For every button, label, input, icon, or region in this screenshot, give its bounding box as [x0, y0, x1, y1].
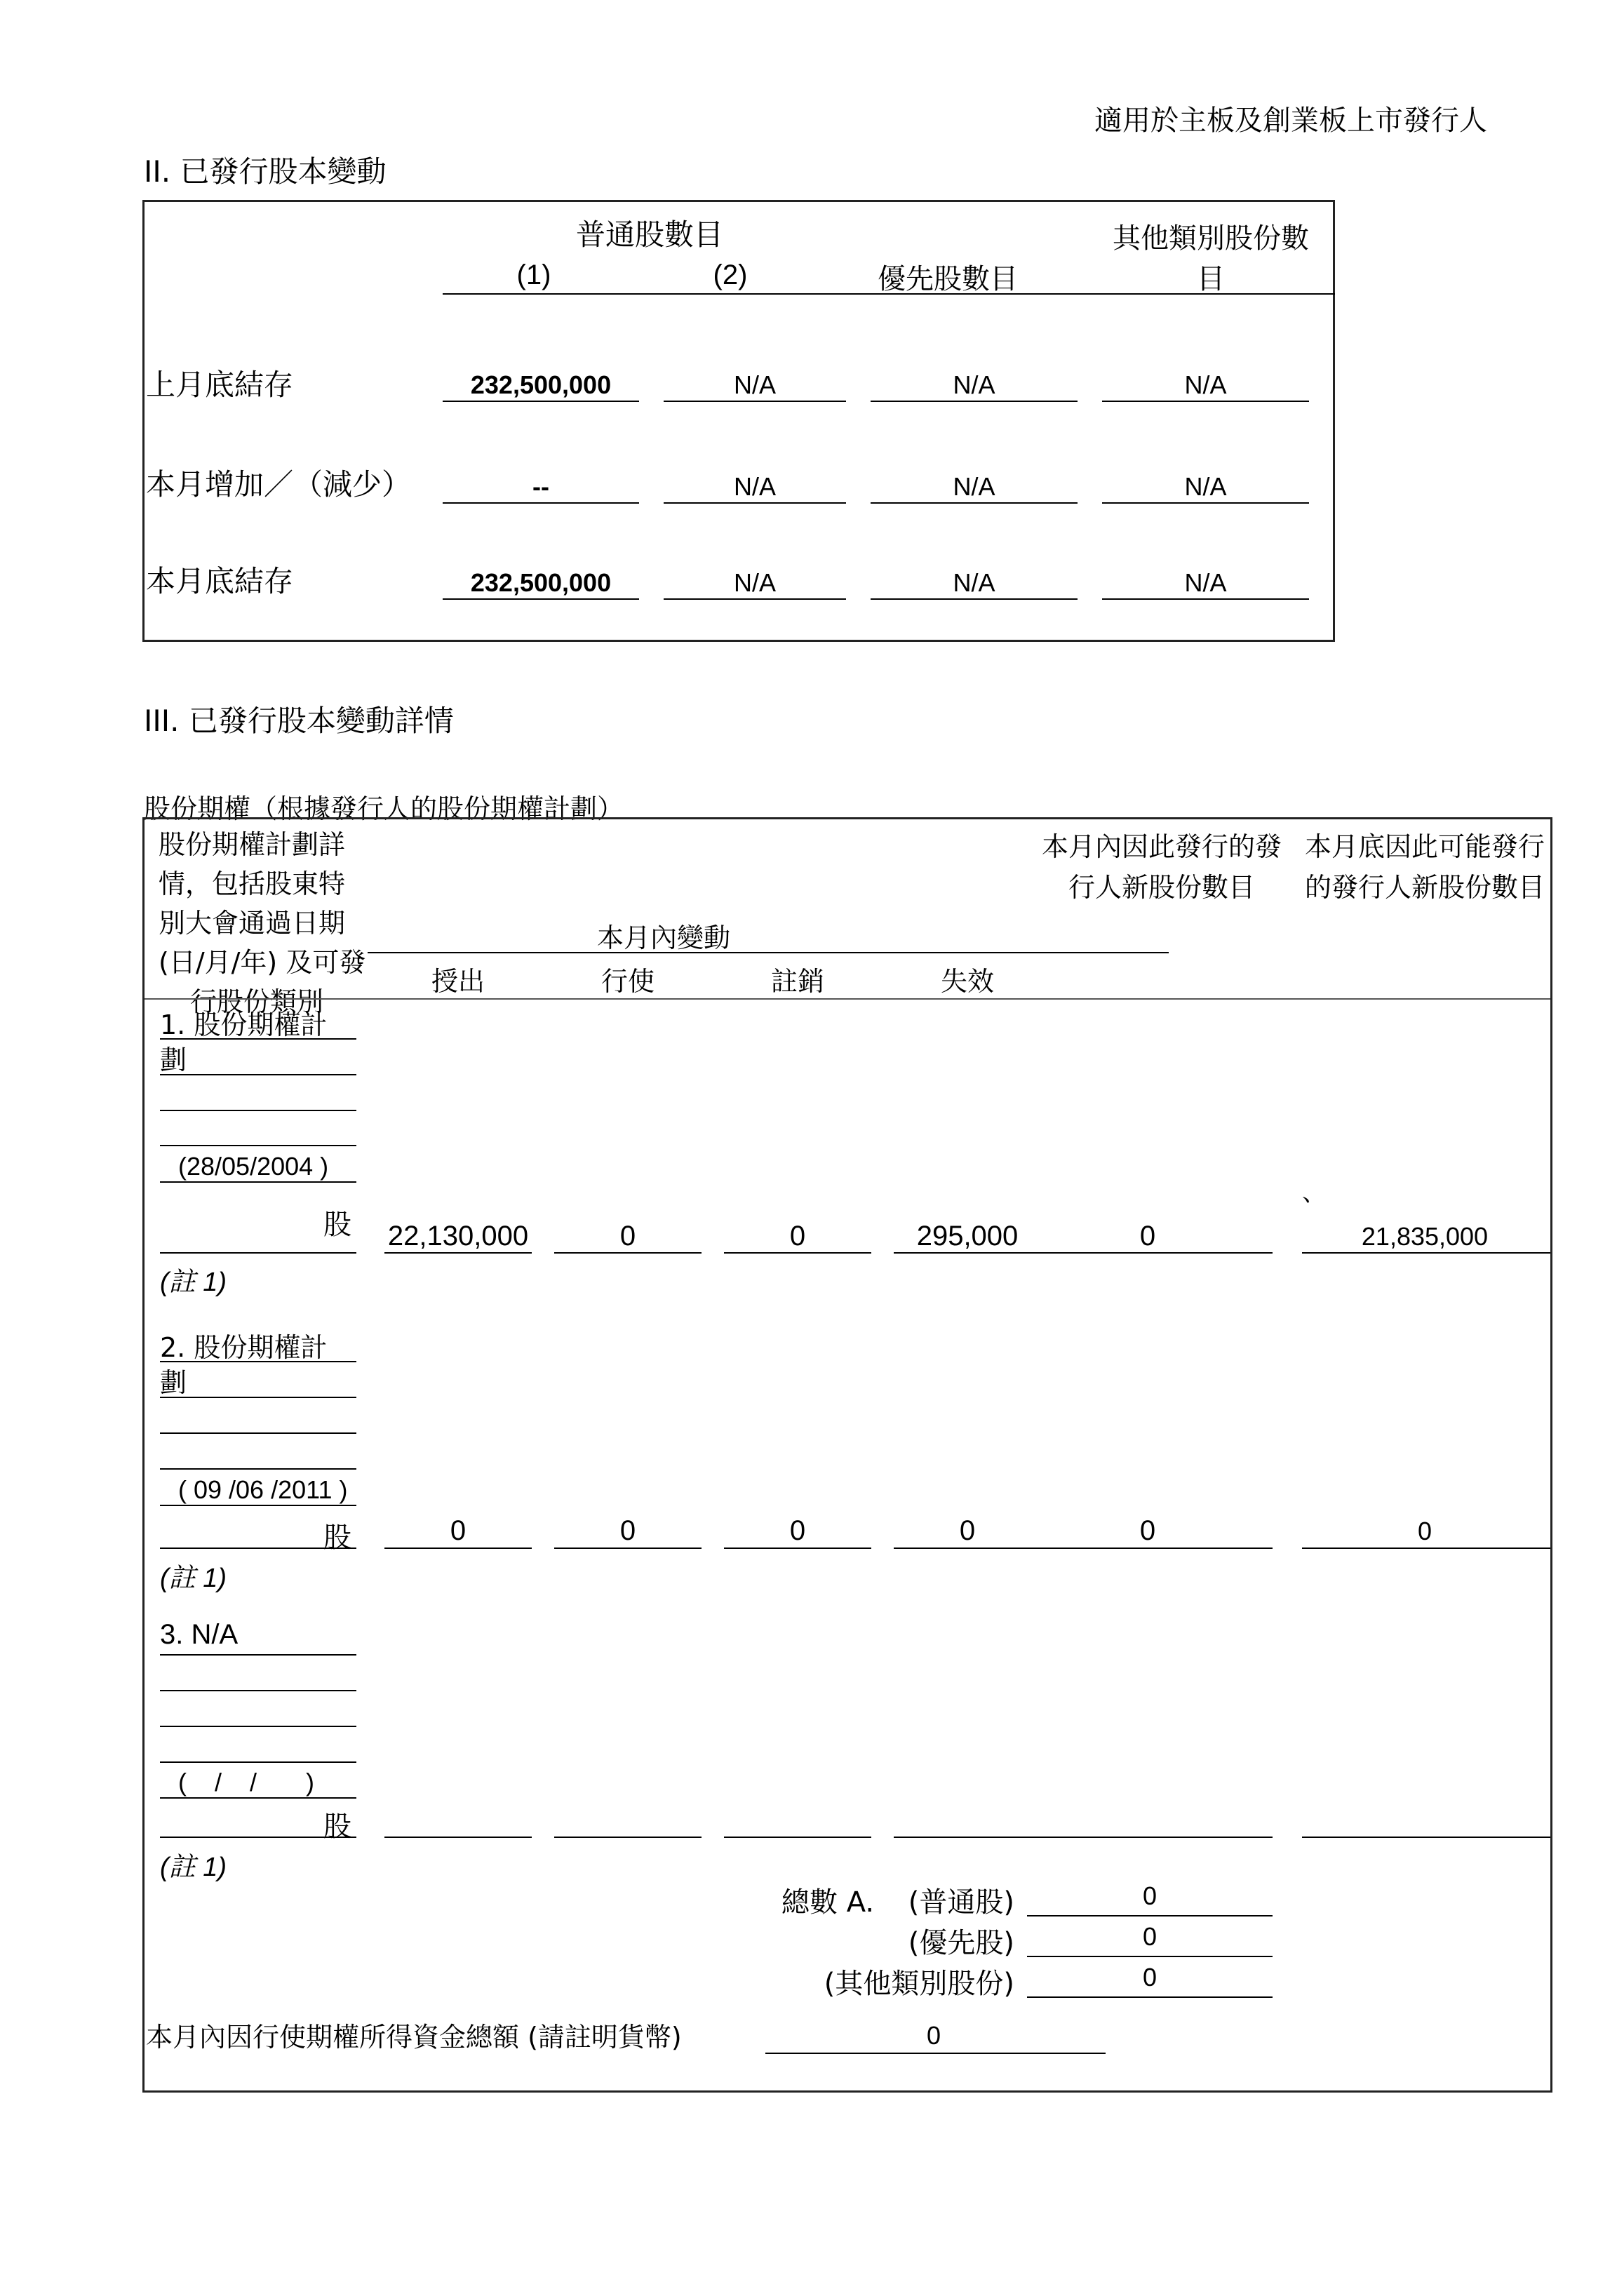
change-preference: N/A: [953, 472, 995, 501]
scheme-2-issuable: 0: [1417, 1517, 1432, 1545]
share-option-table: [142, 817, 1552, 2093]
scheme-1-date: (28/05/2004 ): [178, 1152, 329, 1181]
scheme-1-granted: 22,130,000: [387, 1221, 529, 1251]
hdr-new-shares-issuable: 本月底因此可能發行 的發行人新股份數目: [1304, 831, 1545, 903]
total-preference-value: 0: [1142, 1922, 1157, 1951]
scheme-3-date: ( / / ): [178, 1768, 315, 1797]
scheme-1-share-unit: 股: [323, 1209, 351, 1241]
col-ordinary-1-header: (1): [516, 260, 551, 290]
hdr-lapsed: 失效: [940, 966, 994, 997]
scheme-2-granted: 0: [450, 1515, 467, 1546]
scheme-2-lapsed: 0: [959, 1515, 976, 1546]
change-ordinary1: --: [532, 472, 549, 501]
total-other-label: (其他類別股份): [824, 1968, 1014, 2000]
col-ordinary-2-header: (2): [713, 260, 748, 290]
scheme-2-issued: 0: [1139, 1515, 1156, 1546]
col-ordinary-header: 普通股數目: [576, 217, 724, 252]
section3-title: III. 已發行股本變動詳情: [144, 704, 454, 738]
opening-ordinary2: N/A: [733, 370, 776, 399]
row-closing-balance-label: 本月底結存: [146, 564, 294, 598]
scheme-2-note: (註 1): [160, 1564, 227, 1593]
scheme-1-title: 1. 股份期權計: [160, 1009, 328, 1040]
hdr-granted: 授出: [431, 966, 485, 997]
scheme-2-title-cont: 劃: [160, 1367, 187, 1398]
opening-preference: N/A: [953, 370, 995, 399]
scheme-2-date: ( 09 /06 /2011 ): [178, 1475, 348, 1504]
change-ordinary2: N/A: [733, 472, 776, 501]
row-increase-decrease-label: 本月增加／（減少）: [146, 467, 412, 502]
section2-table: [142, 200, 1335, 642]
scheme-2-cancelled: 0: [789, 1515, 806, 1546]
scheme-1-exercised: 0: [619, 1221, 636, 1251]
total-a-label: 總數 A.: [781, 1886, 875, 1919]
total-ordinary-label: (普通股): [908, 1886, 1014, 1919]
closing-ordinary2: N/A: [733, 568, 776, 597]
opening-other: N/A: [1184, 370, 1227, 399]
total-preference-label: (優先股): [908, 1927, 1014, 1959]
opening-ordinary1: 232,500,000: [470, 370, 612, 399]
hdr-cancelled: 註銷: [770, 966, 824, 997]
scheme-1-note: (註 1): [160, 1268, 227, 1297]
scheme-1-cancelled: 0: [789, 1221, 806, 1251]
change-other: N/A: [1184, 472, 1227, 501]
scheme-2-exercised: 0: [619, 1515, 636, 1546]
hdr-exercised: 行使: [600, 966, 655, 997]
hdr-movement: 本月內變動: [596, 922, 730, 953]
scheme-2-title: 2. 股份期權計: [160, 1332, 328, 1363]
closing-preference: N/A: [953, 568, 995, 597]
col-other-header-line1: 其他類別股份數: [1113, 222, 1309, 255]
funds-raised-value: 0: [926, 2021, 941, 2050]
col-other-header-line2: 目: [1197, 263, 1225, 295]
scheme-1-issued: 0: [1139, 1221, 1156, 1251]
scheme-1-title-cont: 劃: [160, 1045, 187, 1075]
total-other-value: 0: [1142, 1963, 1157, 1992]
scheme-1-lapsed: 295,000: [916, 1221, 1019, 1251]
scheme-3-title: 3. N/A: [160, 1619, 239, 1650]
hdr-scheme-details: 股份期權計劃詳 情，包括股東特 別大會通過日期 (日/月/年) 及可發 行股份類別: [159, 829, 366, 1017]
scheme-3-share-unit: 股: [323, 1811, 351, 1843]
section2-title: II. 已發行股本變動: [144, 154, 387, 189]
applicability-note: 適用於主板及創業板上市發行人: [1094, 105, 1487, 137]
scheme-1-issuable: 21,835,000: [1361, 1222, 1489, 1251]
scheme-2-share-unit: 股: [323, 1522, 351, 1554]
total-ordinary-value: 0: [1142, 1881, 1157, 1910]
share-option-subtitle: 股份期權（根據發行人的股份期權計劃）: [144, 793, 624, 824]
col-preference-header: 優先股數目: [878, 263, 1018, 295]
scheme-3-note: (註 1): [160, 1853, 227, 1882]
header-divider: [443, 293, 1335, 295]
funds-raised-label: 本月內因行使期權所得資金總額 (請註明貨幣): [146, 2022, 682, 2053]
scheme-1-tick-mark: 、: [1302, 1179, 1326, 1207]
row-opening-balance-label: 上月底結存: [146, 368, 294, 402]
closing-other: N/A: [1184, 568, 1227, 597]
closing-ordinary1: 232,500,000: [470, 568, 612, 597]
hdr-new-shares-issued: 本月內因此發行的發 行人新股份數目: [1041, 831, 1282, 903]
